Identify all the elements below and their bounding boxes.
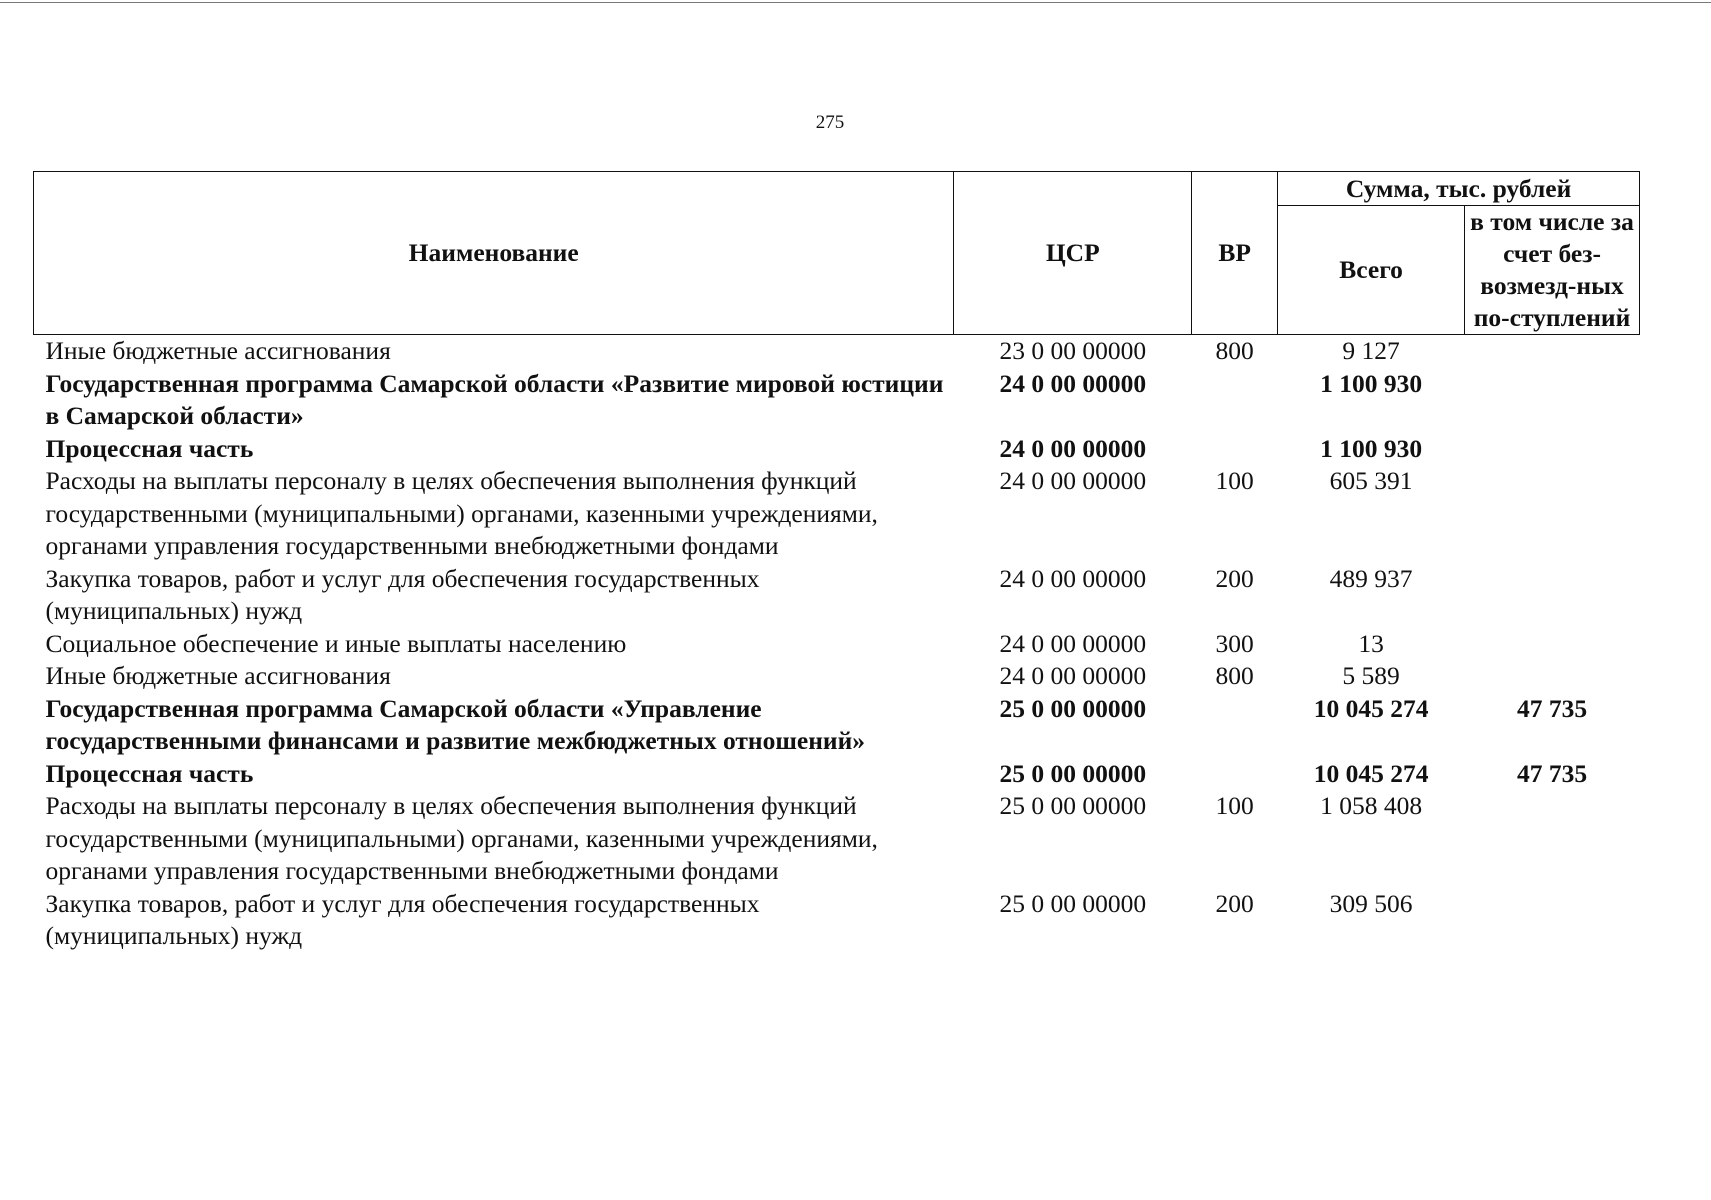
- row-free-cell: [1465, 888, 1640, 953]
- row-free-cell: [1465, 563, 1640, 628]
- row-csr-cell: 24 0 00 00000: [999, 433, 1147, 463]
- row-total-cell: 1 058 408: [1320, 791, 1423, 820]
- row-free-cell: [1465, 660, 1640, 693]
- header-free: в том числе за счет без-возмезд-ных по-ступлений: [1465, 206, 1640, 335]
- row-name-cell: Социальное обеспечение и иные выплаты населению: [45, 628, 627, 658]
- row-vr-cell: 100: [1215, 466, 1254, 495]
- table-body: [34, 335, 1640, 953]
- row-name-cell: Государственная программа Самарской области «Развитие мировой юстиции в Самарской области»: [45, 368, 944, 430]
- header-vr: ВР: [1192, 172, 1278, 335]
- row-free-cell: 47 735: [1516, 693, 1588, 723]
- row-vr-cell: 800: [1215, 661, 1254, 690]
- header-name: Наименование: [34, 172, 954, 335]
- row-name-cell: Закупка товаров, работ и услуг для обеспечения государственных (муниципальных) нужд: [45, 563, 760, 625]
- header-sum: Сумма, тыс. рублей: [1278, 172, 1640, 206]
- row-free-cell: 47 735: [1516, 758, 1588, 788]
- table-row: [34, 660, 1640, 693]
- row-vr-cell: 100: [1215, 791, 1254, 820]
- row-free-cell: [1465, 433, 1640, 466]
- table-row: [34, 465, 1640, 563]
- row-csr-cell: 24 0 00 00000: [999, 368, 1147, 398]
- scan-top-line: [0, 2, 1711, 3]
- row-vr-cell: [1192, 758, 1278, 791]
- table-row: [34, 790, 1640, 888]
- row-csr-cell: 24 0 00 00000: [999, 466, 1147, 495]
- header-csr: ЦСР: [954, 172, 1192, 335]
- row-total-cell: 9 127: [1342, 336, 1400, 365]
- row-total-cell: 1 100 930: [1320, 433, 1423, 463]
- row-free-cell: [1465, 368, 1640, 433]
- row-total-cell: 10 045 274: [1313, 693, 1429, 723]
- row-vr-cell: 200: [1215, 563, 1254, 593]
- table-row: [34, 335, 1640, 368]
- table-row: [34, 563, 1640, 628]
- row-total-cell: 309 506: [1329, 888, 1413, 918]
- row-name-cell: Иные бюджетные ассигнования: [45, 336, 391, 365]
- row-vr-cell: [1192, 368, 1278, 433]
- row-name-cell: Расходы на выплаты персоналу в целях обеспечения выполнения функций государственными (муниципальными) органами, казенными учреждениями, органами управления государственными внебюджетными фондами: [45, 791, 878, 885]
- row-free-cell: [1465, 628, 1640, 661]
- table-row: [34, 368, 1640, 433]
- row-name-cell: Расходы на выплаты персоналу в целях обеспечения выполнения функций государственными (муниципальными) органами, казенными учреждениями, органами управления государственными внебюджетными фондами: [45, 466, 878, 560]
- row-csr-cell: 25 0 00 00000: [999, 888, 1147, 918]
- row-name-cell: Закупка товаров, работ и услуг для обеспечения государственных (муниципальных) нужд: [45, 888, 760, 950]
- row-csr-cell: 25 0 00 00000: [999, 693, 1147, 723]
- budget-table: [33, 171, 1640, 953]
- row-free-cell: [1465, 335, 1640, 368]
- table-row: [34, 758, 1640, 791]
- table-row: [34, 628, 1640, 661]
- row-total-cell: 5 589: [1342, 661, 1400, 690]
- row-csr-cell: 23 0 00 00000: [999, 336, 1147, 365]
- table-row: [34, 693, 1640, 758]
- row-total-cell: 13: [1358, 628, 1384, 658]
- row-vr-cell: 800: [1215, 336, 1254, 365]
- row-csr-cell: 25 0 00 00000: [999, 791, 1147, 820]
- row-total-cell: 489 937: [1329, 563, 1413, 593]
- row-name-cell: Процессная часть: [45, 433, 254, 463]
- row-total-cell: 1 100 930: [1320, 368, 1423, 398]
- row-csr-cell: 24 0 00 00000: [999, 661, 1147, 690]
- row-name-cell: Процессная часть: [45, 758, 254, 788]
- row-csr-cell: 24 0 00 00000: [999, 563, 1147, 593]
- table-header: [34, 172, 1640, 335]
- row-csr-cell: 24 0 00 00000: [999, 628, 1147, 658]
- row-total-cell: 605 391: [1329, 466, 1413, 495]
- row-vr-cell: 300: [1215, 628, 1254, 658]
- table-row: [34, 888, 1640, 953]
- row-free-cell: [1465, 465, 1640, 563]
- table-row: [34, 433, 1640, 466]
- row-free-cell: [1465, 790, 1640, 888]
- row-csr-cell: 25 0 00 00000: [999, 758, 1147, 788]
- row-vr-cell: [1192, 693, 1278, 758]
- row-name-cell: Государственная программа Самарской области «Управление государственными финансами и развитие межбюджетных отношений»: [45, 693, 866, 755]
- header-total: Всего: [1278, 206, 1465, 335]
- row-total-cell: 10 045 274: [1313, 758, 1429, 788]
- page-number: 275: [815, 112, 845, 133]
- row-vr-cell: 200: [1215, 888, 1254, 918]
- row-vr-cell: [1192, 433, 1278, 466]
- row-name-cell: Иные бюджетные ассигнования: [45, 661, 391, 690]
